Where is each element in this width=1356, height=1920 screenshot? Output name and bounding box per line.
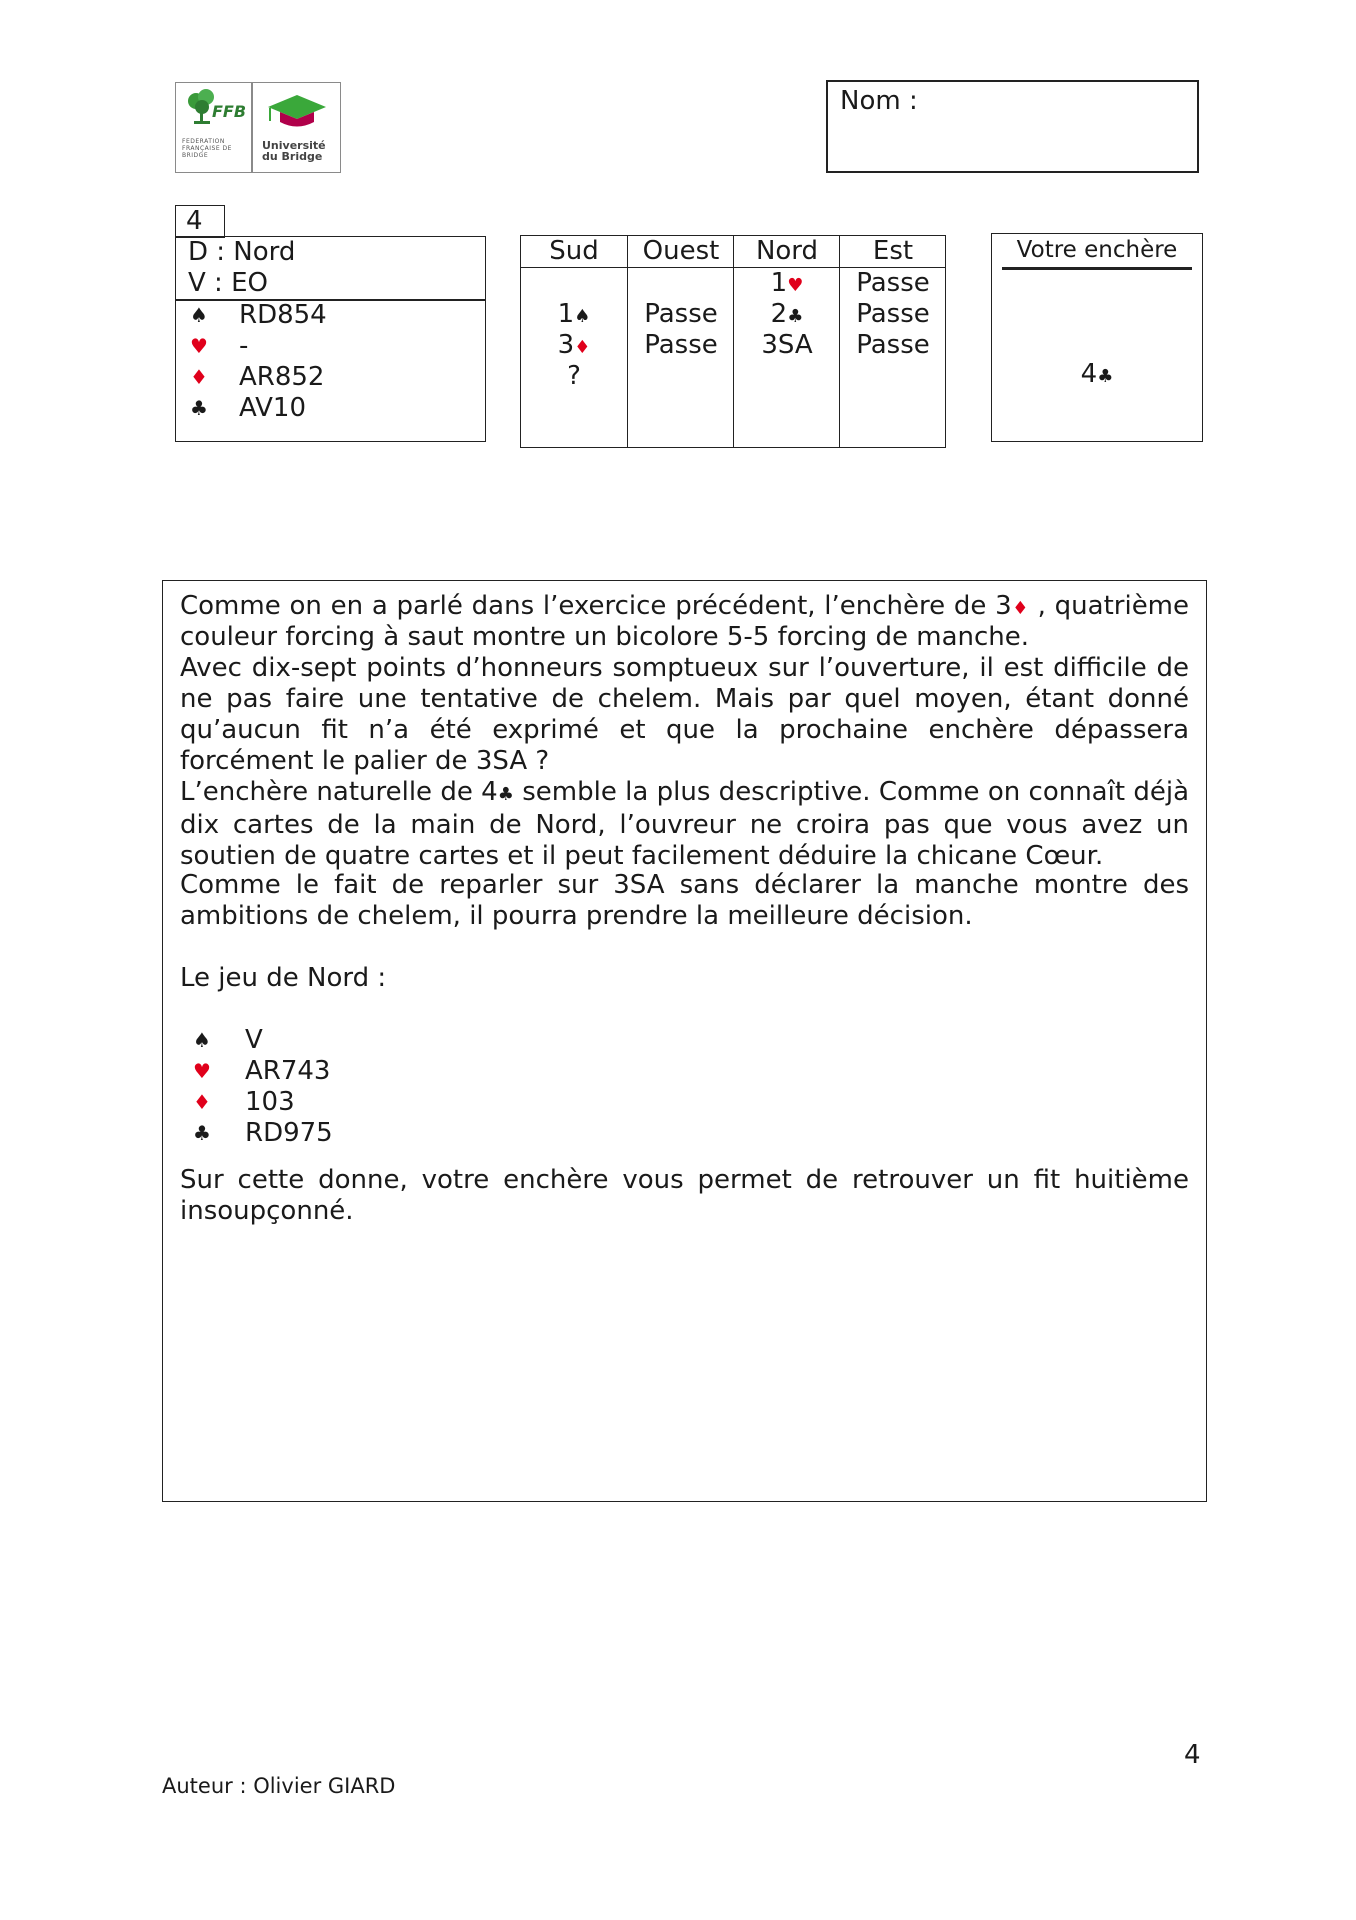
nord-club-cards: RD975 [245,1118,333,1148]
explanation-box [162,580,1207,1502]
your-bid-underline [1002,267,1192,270]
club-icon: ♣ [497,784,514,805]
bid-header-nord: Nord [734,236,840,268]
bid-column-sud [521,236,627,447]
diamond-icon: ♦ [193,1090,211,1114]
nord-diamond-cards: 103 [245,1087,295,1117]
bid-header-est: Est [840,236,946,268]
spade-icon: ♠ [193,1028,211,1052]
explanation-paragraph-1b: couleur forcing à saut montre un bicolore 5-5 forcing de manche. [180,622,1030,652]
club-icon: ♣ [190,396,208,420]
explanation-paragraph-6: Sur cette donne, votre enchère vous permet de retrouver un fit huitième insoupçonné. [180,1165,1189,1226]
bid-cell: Passe [644,299,718,329]
page-number: 4 [1184,1740,1201,1770]
name-label: Nom : [840,86,918,116]
club-icon: ♣ [787,306,804,327]
deal-number: 4 [175,205,225,238]
explanation-paragraph-3: L’enchère naturelle de 4♣ semble la plus descriptive. Comme on connaît déjà dix cartes de la main de Nord, l’ouvreur ne croira pas que vous avez un soutien de quatre cartes et il peut facilement déduire la chicane Cœur. [180,777,1190,871]
south-hand-box [175,236,486,442]
nord-spade-cards: V [245,1025,263,1055]
heart-icon: ♥ [193,1059,211,1083]
bid-cell: 1♠ [557,299,591,329]
nord-hand-heading: Le jeu de Nord : [180,963,387,993]
diamond-icon: ♦ [190,365,208,389]
diamond-icon: ♦ [574,337,591,358]
spade-icon: ♠ [190,303,208,327]
bid-column-ouest [627,236,734,447]
heart-icon: ♥ [190,334,208,358]
ffb-university-logo [175,82,341,173]
svg-text:FFB: FFB [212,102,247,121]
bid-cell: Passe [856,268,930,298]
name-field-box[interactable] [826,80,1199,173]
your-bid-box [991,233,1203,442]
club-icon: ♣ [1097,366,1114,387]
bid-cell: ? [567,361,581,391]
club-cards: AV10 [239,393,306,423]
heart-cards: - [239,331,249,361]
bid-header-ouest: Ouest [628,236,734,268]
bid-cell: 3SA [761,330,813,360]
bid-header-sud: Sud [521,236,627,268]
club-icon: ♣ [193,1121,211,1145]
bid-cell: Passe [856,299,930,329]
ffb-subtext: FEDERATION FRANÇAISE DE BRIDGE [182,138,232,159]
your-bid-title: Votre enchère [1016,237,1178,263]
spade-cards: RD854 [239,300,327,330]
nord-heart-cards: AR743 [245,1056,331,1086]
dealer-line: D : Nord [188,237,296,267]
bid-cell: 2♣ [770,299,804,329]
bid-column-nord [733,236,840,447]
vulnerability-line: V : EO [188,268,268,298]
spade-icon: ♠ [574,306,591,327]
author-line: Auteur : Olivier GIARD [162,1774,396,1798]
explanation-paragraph-2: Avec dix-sept points d’honneurs somptueux sur l’ouverture, il est difficile de ne pas faire une tentative de chelem. Mais par quel moyen, étant donné qu’aucun fit n’a été exprimé et que la prochaine enchère dépassera forcément le palier de 3SA ? [180,653,1189,776]
explanation-paragraph-1a: Comme on en a parlé dans l’exercice précédent, l’enchère de 3♦ , quatrième [180,591,1190,621]
bid-cell: Passe [856,330,930,360]
univ-text: Université du Bridge [262,139,326,163]
diamond-icon: ♦ [1011,598,1029,619]
bid-cell: Passe [644,330,718,360]
bidding-table [520,235,946,448]
explanation-paragraph-4: Comme le fait de reparler sur 3SA sans déclarer la manche montre des ambitions de chelem, il pourra prendre la meilleure décision. [180,870,1189,931]
bid-cell: 3♦ [557,330,591,360]
bid-cell: 1♥ [770,268,804,298]
heart-icon: ♥ [787,275,804,296]
ffb-tree-logo-icon [180,87,248,137]
hand-divider [176,299,485,301]
logo-divider [251,83,253,172]
graduation-cap-icon [256,91,338,137]
bid-column-est [839,236,946,447]
your-bid-answer: 4♣ [1080,359,1114,389]
diamond-cards: AR852 [239,362,325,392]
